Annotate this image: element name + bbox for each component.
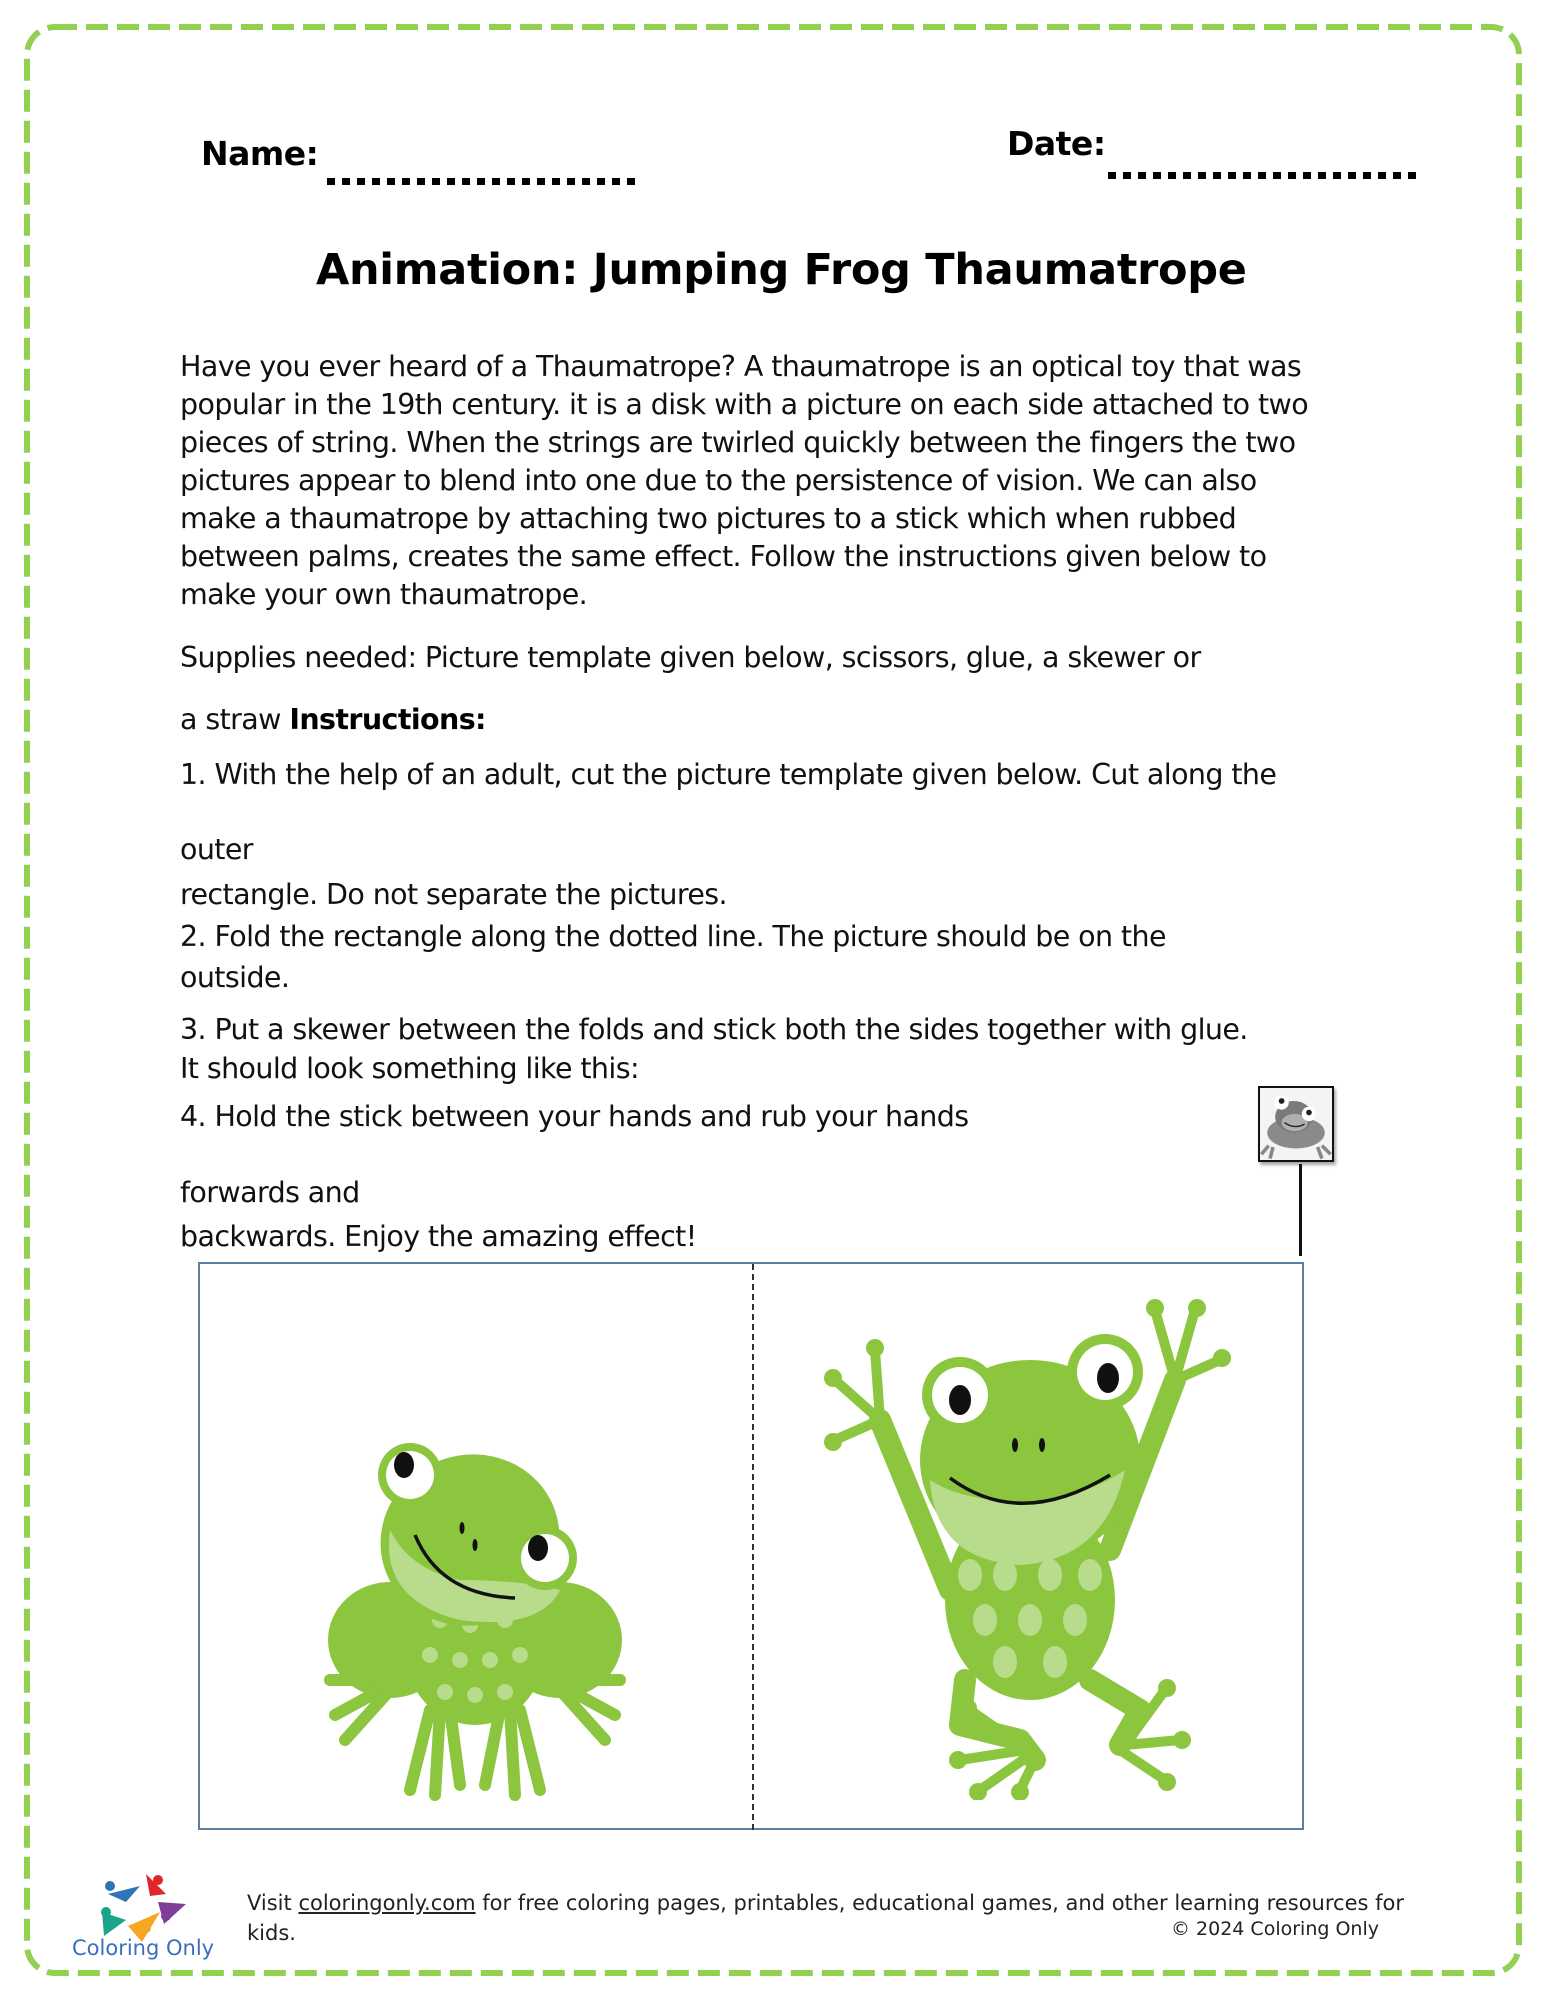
copyright-text: © 2024 Coloring Only xyxy=(1171,1918,1379,1940)
example-thaumatrope-image xyxy=(1258,1086,1334,1162)
page-title: Animation: Jumping Frog Thaumatrope xyxy=(316,245,1247,295)
fold-dotted-line xyxy=(752,1264,754,1830)
intro-line: pieces of string. When the strings are twirled quickly between the fingers the two xyxy=(180,426,1296,459)
supplies-text: Supplies needed: Picture template given below, scissors, glue, a skewer or xyxy=(180,641,1201,674)
intro-line: popular in the 19th century. it is a disk with a picture on each side attached to two xyxy=(180,388,1309,421)
jumping-frog-image xyxy=(820,1290,1250,1800)
intro-line: between palms, creates the same effect. Follow the instructions given below to xyxy=(180,540,1267,573)
step-4-line: backwards. Enjoy the amazing effect! xyxy=(180,1220,697,1253)
footer-visit-prefix: Visit xyxy=(247,1891,299,1915)
coloringonly-link[interactable]: coloringonly.com xyxy=(298,1891,476,1915)
supplies-text-2 xyxy=(180,703,486,736)
date-input-line[interactable] xyxy=(1108,172,1418,179)
date-label: Date: xyxy=(1007,124,1106,163)
intro-line: make a thaumatrope by attaching two pictures to a stick which when rubbed xyxy=(180,502,1237,535)
step-4-line: forwards and xyxy=(180,1176,360,1209)
step-2-line: 2. Fold the rectangle along the dotted line. The picture should be on the xyxy=(180,920,1166,953)
skewer-stick xyxy=(1299,1164,1302,1256)
sitting-frog-image xyxy=(320,1430,630,1810)
grey-frog-icon xyxy=(1260,1088,1332,1160)
supplies-straw: a straw xyxy=(180,703,290,736)
step-3-line: It should look something like this: xyxy=(180,1052,639,1085)
step-1-line: outer xyxy=(180,833,253,866)
step-1-line: 1. With the help of an adult, cut the picture template given below. Cut along the xyxy=(180,758,1277,791)
footer-visit-text xyxy=(247,1891,1404,1915)
step-3-line: 3. Put a skewer between the folds and stick both the sides together with glue. xyxy=(180,1013,1248,1046)
step-4-line: 4. Hold the stick between your hands and rub your hands xyxy=(180,1100,969,1133)
intro-line: make your own thaumatrope. xyxy=(180,578,588,611)
name-label: Name: xyxy=(201,134,319,173)
intro-line: pictures appear to blend into one due to the persistence of vision. We can also xyxy=(180,464,1257,497)
logo-text: Coloring Only xyxy=(72,1936,215,1960)
footer-visit-suffix: for free coloring pages, printables, educational games, and other learning resources for xyxy=(475,1891,1404,1915)
step-2-line: outside. xyxy=(180,961,290,994)
intro-line: Have you ever heard of a Thaumatrope? A thaumatrope is an optical toy that was xyxy=(180,350,1302,383)
footer-visit-line2: kids. xyxy=(247,1921,296,1945)
step-1-line: rectangle. Do not separate the pictures. xyxy=(180,878,728,911)
instructions-heading: Instructions: xyxy=(289,703,486,736)
name-input-line[interactable] xyxy=(327,178,635,185)
